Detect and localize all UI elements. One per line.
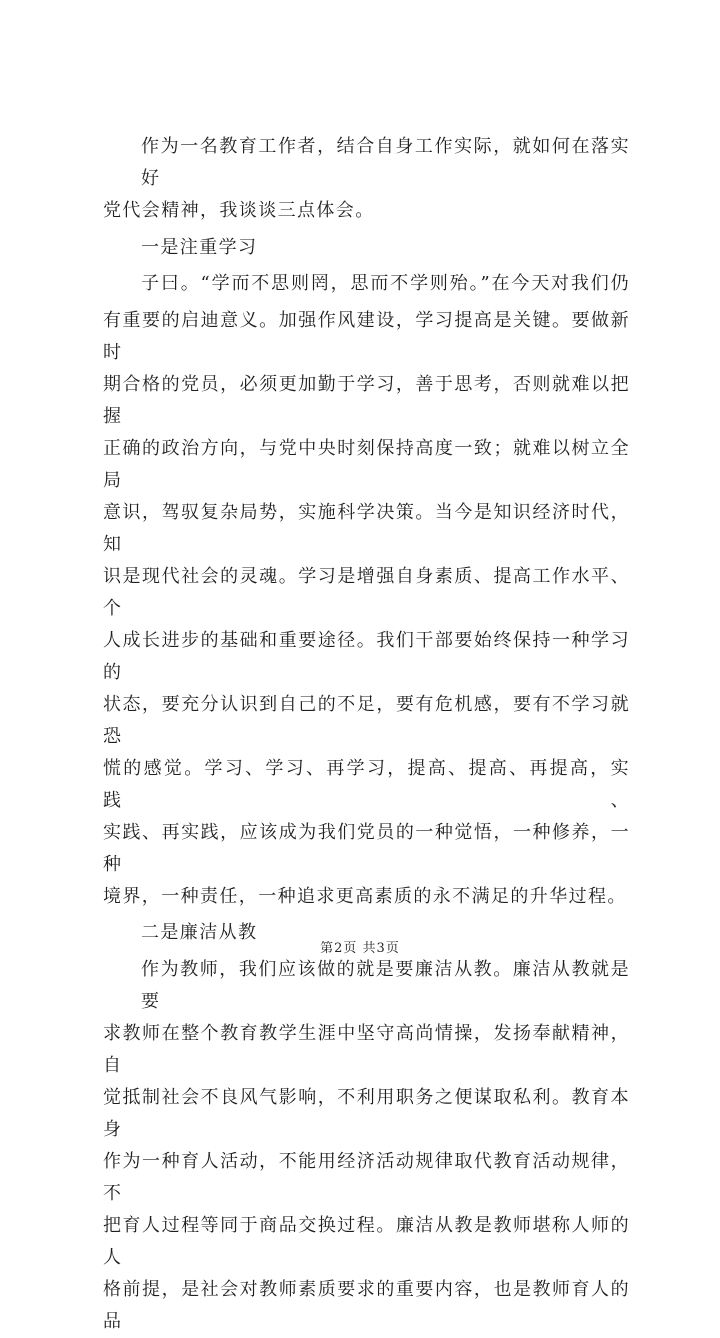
text-line: 正确的政治方向，与党中央时刻保持高度一致；就难以树立全局 <box>103 437 630 491</box>
paragraph <box>103 232 630 269</box>
text-line: 作为一种育人活动，不能用经济活动规律取代教育活动规律，不 <box>103 1150 630 1204</box>
text-line: 期合格的党员，必须更加勤于学习，善于思考，否则就难以把握 <box>103 373 630 427</box>
text-line: 慌的感觉。学习、学习、再学习，提高、提高、再提高，实践、 <box>103 757 630 811</box>
text-line: 人成长进步的基础和重要途径。我们干部要始终保持一种学习的 <box>103 629 630 683</box>
text-line: 实践、再实践，应该成为我们党员的一种觉悟，一种修养，一种 <box>103 821 630 875</box>
paragraph <box>103 268 630 917</box>
section-heading: 二是廉洁从教 <box>141 922 258 944</box>
text-line: 觉抵制社会不良风气影响，不利用职务之便谋取私利。教育本身 <box>103 1086 630 1140</box>
text-line: 求教师在整个教育教学生涯中坚守高尚情操，发扬奉献精神，自 <box>103 1022 630 1076</box>
text-line: 党代会精神，我谈谈三点体会。 <box>103 200 375 221</box>
text-line: 有重要的启迪意义。加强作风建设，学习提高是关键。要做新时 <box>103 309 630 363</box>
text-line: 把育人过程等同于商品交换过程。廉洁从教是教师堪称人师的人 <box>103 1214 630 1268</box>
paragraph <box>103 954 630 1338</box>
text-line: 格前提，是社会对教师素质要求的重要内容，也是教师育人的品 <box>103 1278 630 1332</box>
text-line: 作为教师，我们应该做的就是要廉洁从教。廉洁从教就是要 <box>141 958 630 1012</box>
section-heading: 一是注重学习 <box>141 236 258 258</box>
text-line: 状态，要充分认识到自己的不足，要有危机感，要有不学习就恐 <box>103 693 630 747</box>
text-line: 意识，驾驭复杂局势，实施科学决策。当今是知识经济时代，知 <box>103 501 630 555</box>
text-line: 作为一名教育工作者，结合自身工作实际，就如何在落实好 <box>141 136 630 189</box>
page-footer: 第2页 共3页 <box>320 941 400 956</box>
text-line: 识是现代社会的灵魂。学习是增强自身素质、提高工作水平、个 <box>103 565 630 619</box>
document-body <box>103 131 630 1338</box>
text-line: 子曰。“学而不思则罔，思而不学则殆。”在今天对我们仍 <box>141 273 630 295</box>
paragraph <box>103 131 630 232</box>
text-line: 境界，一种责任，一种追求更高素质的永不满足的升华过程。 <box>103 885 627 907</box>
